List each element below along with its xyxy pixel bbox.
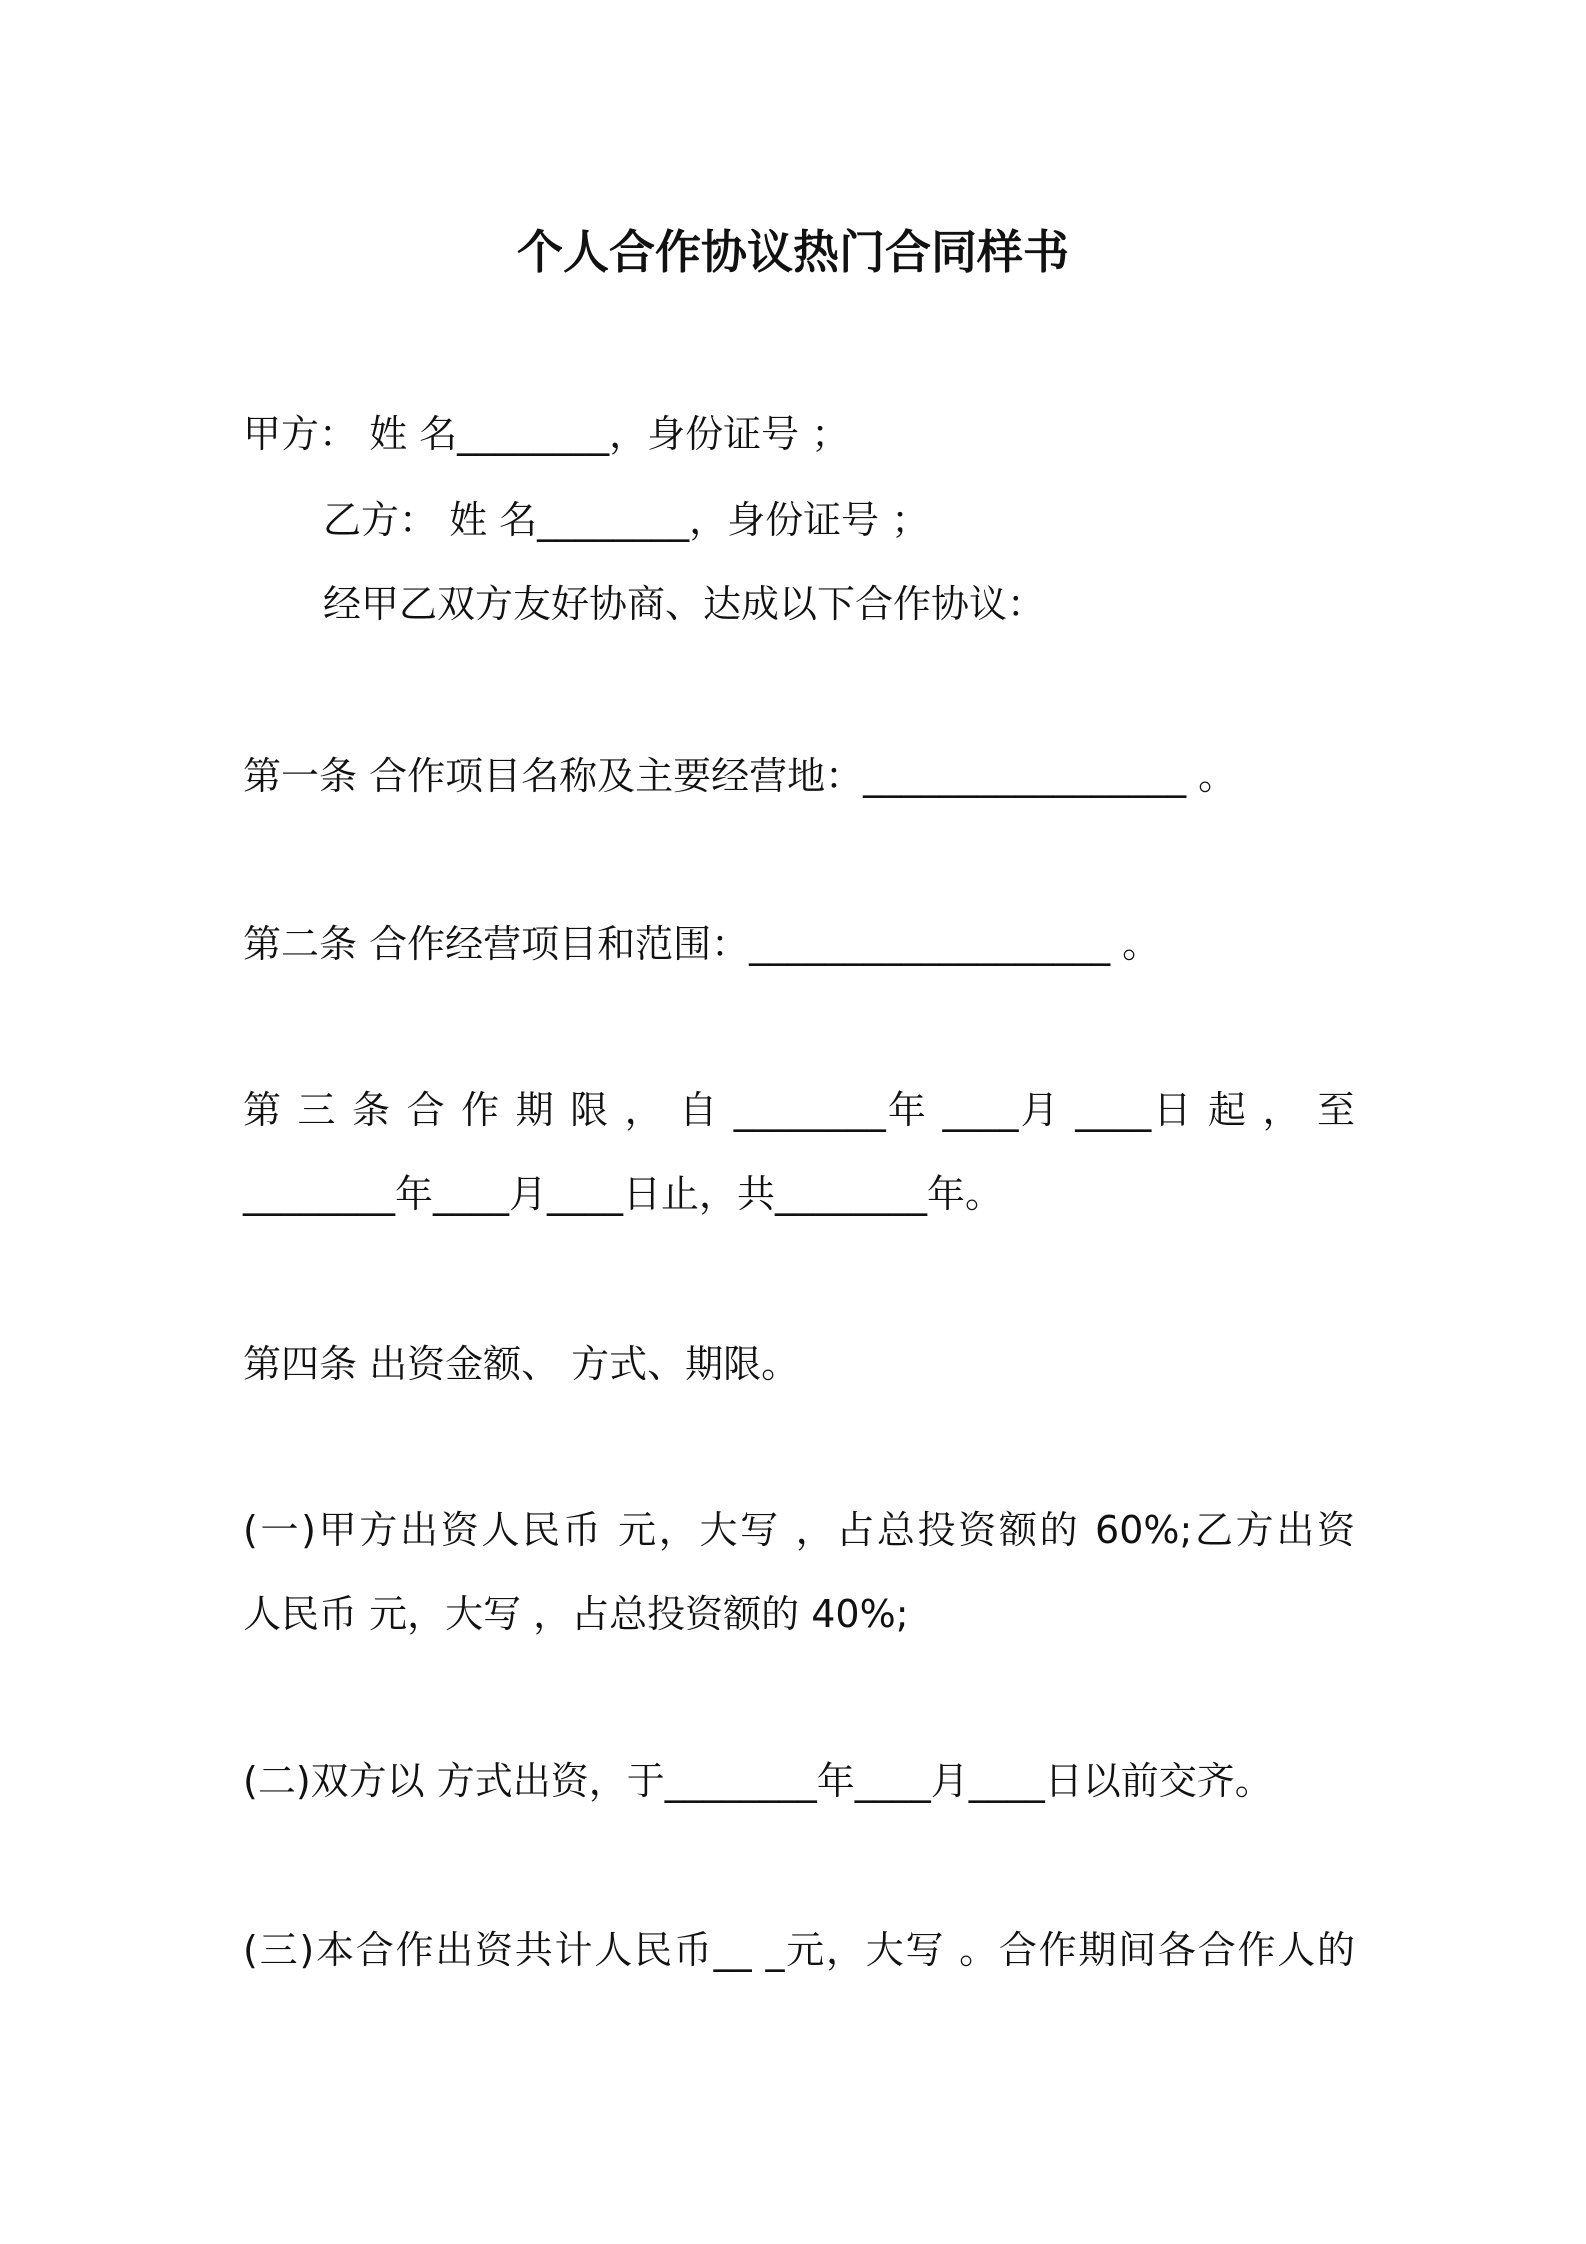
clause-1-line-2: 人民币 元，大写 ，占总投资额的 40%; <box>243 1592 909 1636</box>
article-4: 第四条 出资金额、 方式、期限。 <box>243 1342 800 1386</box>
document-title: 个人合作协议热门合同样书 <box>517 225 1069 279</box>
article-2: 第二条 合作经营项目和范围：___________________ 。 <box>243 922 1161 966</box>
clause-3: (三)本合作出资共计人民币__ _元，大写 。合作期间各合作人的 <box>243 1928 1355 1972</box>
agreement-intro: 经甲乙双方友好协商、达成以下合作协议： <box>323 582 1046 626</box>
article-1: 第一条 合作项目名称及主要经营地：_________________ 。 <box>243 754 1237 798</box>
article-3-line-2: ________年____月____日止，共________年。 <box>243 1172 1004 1216</box>
clause-2: (二)双方以 方式出资，于________年____月____日以前交齐。 <box>243 1759 1273 1803</box>
party-b-line: 乙方： 姓 名________，身份证号 ； <box>323 498 930 542</box>
party-a-line: 甲方： 姓 名________，身份证号 ； <box>243 412 850 456</box>
article-3-line-1: 第 三 条 合 作 期 限 ， 自 ________年 ____月 ____日 起 ， 至 <box>243 1088 1355 1132</box>
clause-1-line-1: (一)甲方出资人民币 元，大写 ，占总投资额的 60%;乙方出资 <box>243 1508 1355 1552</box>
